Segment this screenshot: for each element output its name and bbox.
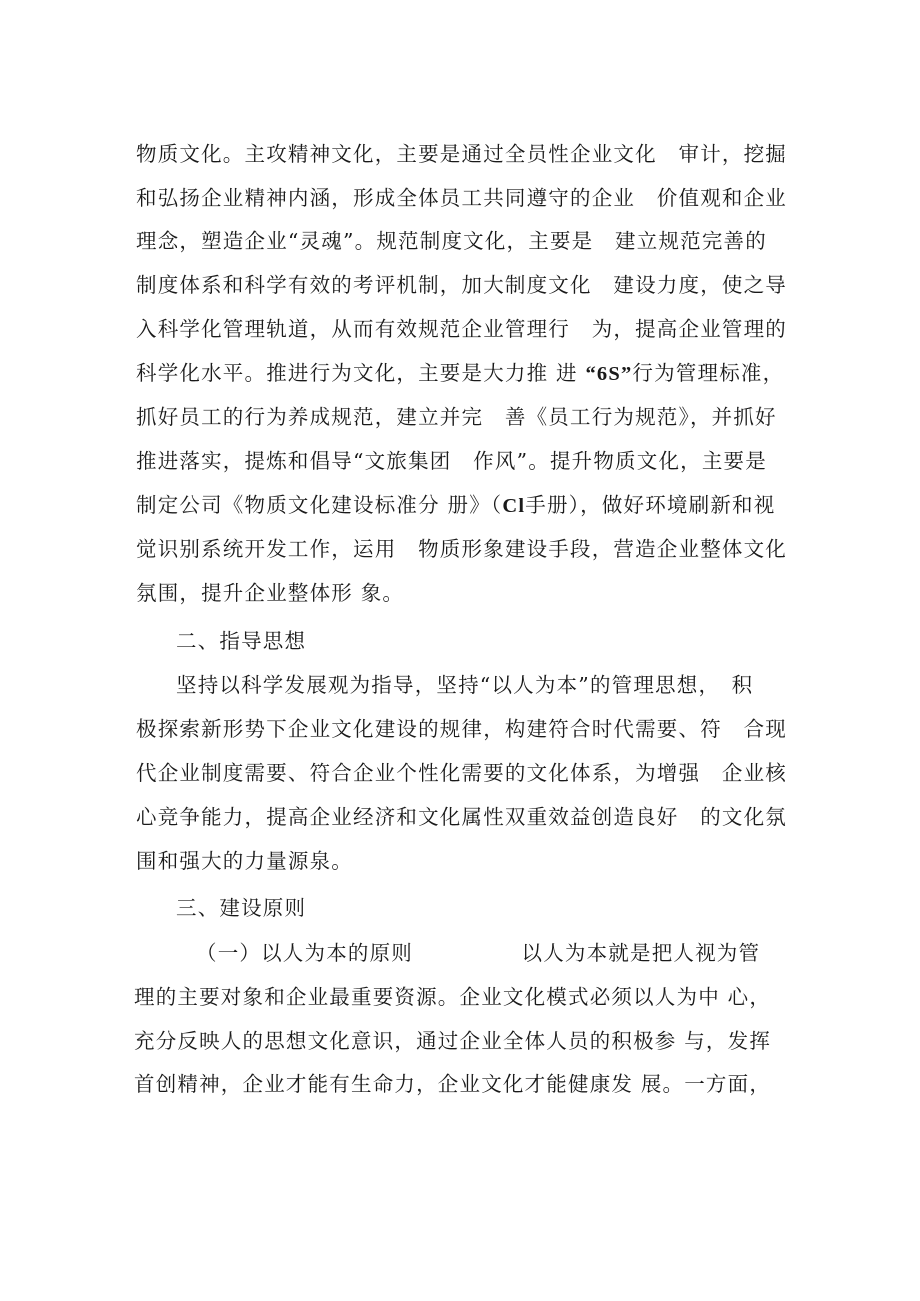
text-line: （一）以人为本的原则 以人为本就是把人视为管 [196,941,761,965]
bold-term-ci: Cl [502,495,526,517]
text-line: 代企业制度需要、符合企业个性化需要的文化体系，为增强 企业核 [136,761,787,785]
text-segment: 科学化水平。推进行为文化，主要是大力推 进 [136,361,586,385]
text-line: 物质文化。主攻精神文化，主要是通过全员性企业文化 审计，挖掘 [136,142,787,166]
text-line: 坚持以科学发展观为指导，坚持“以人为本”的管理思想， 积 [176,673,754,697]
text-line: 觉识别系统开发工作，运用 物质形象建设手段，营造企业整体文化 [136,537,787,561]
text-line: 充分反映人的思想文化意识，通过企业全体人员的积极参 与，发挥 [134,1029,772,1053]
text-line: 首创精神，企业才能有生命力，企业文化才能健康发 展。一方面， [134,1072,772,1096]
section-heading: 三、建设原则 [176,896,307,920]
text-line: 极探索新形势下企业文化建设的规律，构建符合时代需要、符 合现 [136,717,787,741]
text-line: 理的主要对象和企业最重要资源。企业文化模式必须以人为中 心， [134,985,772,1009]
text-segment: 手册），做好环境刷新和视 [525,493,776,517]
text-line: 心竞争能力，提高企业经济和文化属性双重效益创造良好 的文化氛 [136,805,787,829]
text-line [136,490,786,521]
text-line: 围和强大的力量源泉。 [136,849,353,873]
text-line: 制度体系和科学有效的考评机制，加大制度文化 建设力度，使之导 [136,273,787,297]
text-line: 和弘扬企业精神内涵，形成全体员工共同遵守的企业 价值观和企业 [136,186,787,210]
text-segment: 制定公司《物质文化建设标准分 册》（ [136,493,503,517]
text-line: 推进落实，提炼和倡导“文旅集团 作风”。提升物质文化，主要是 [136,449,767,473]
section-heading: 二、指导思想 [176,629,307,653]
bold-term-6s: “6S” [585,363,633,385]
text-line: 入科学化管理轨道，从而有效规范企业管理行 为，提高企业管理的 [136,317,787,341]
text-line: 抓好员工的行为养成规范，建立并完 善《员工行为规范》，并抓好 [136,405,777,429]
text-line: 氛围，提升企业整体形 象。 [136,581,405,605]
text-line [136,358,786,389]
text-line: 理念，塑造企业“灵魂”。规范制度文化，主要是 建立规范完善的 [136,229,767,253]
text-segment: 行为管理标准， [632,361,785,385]
